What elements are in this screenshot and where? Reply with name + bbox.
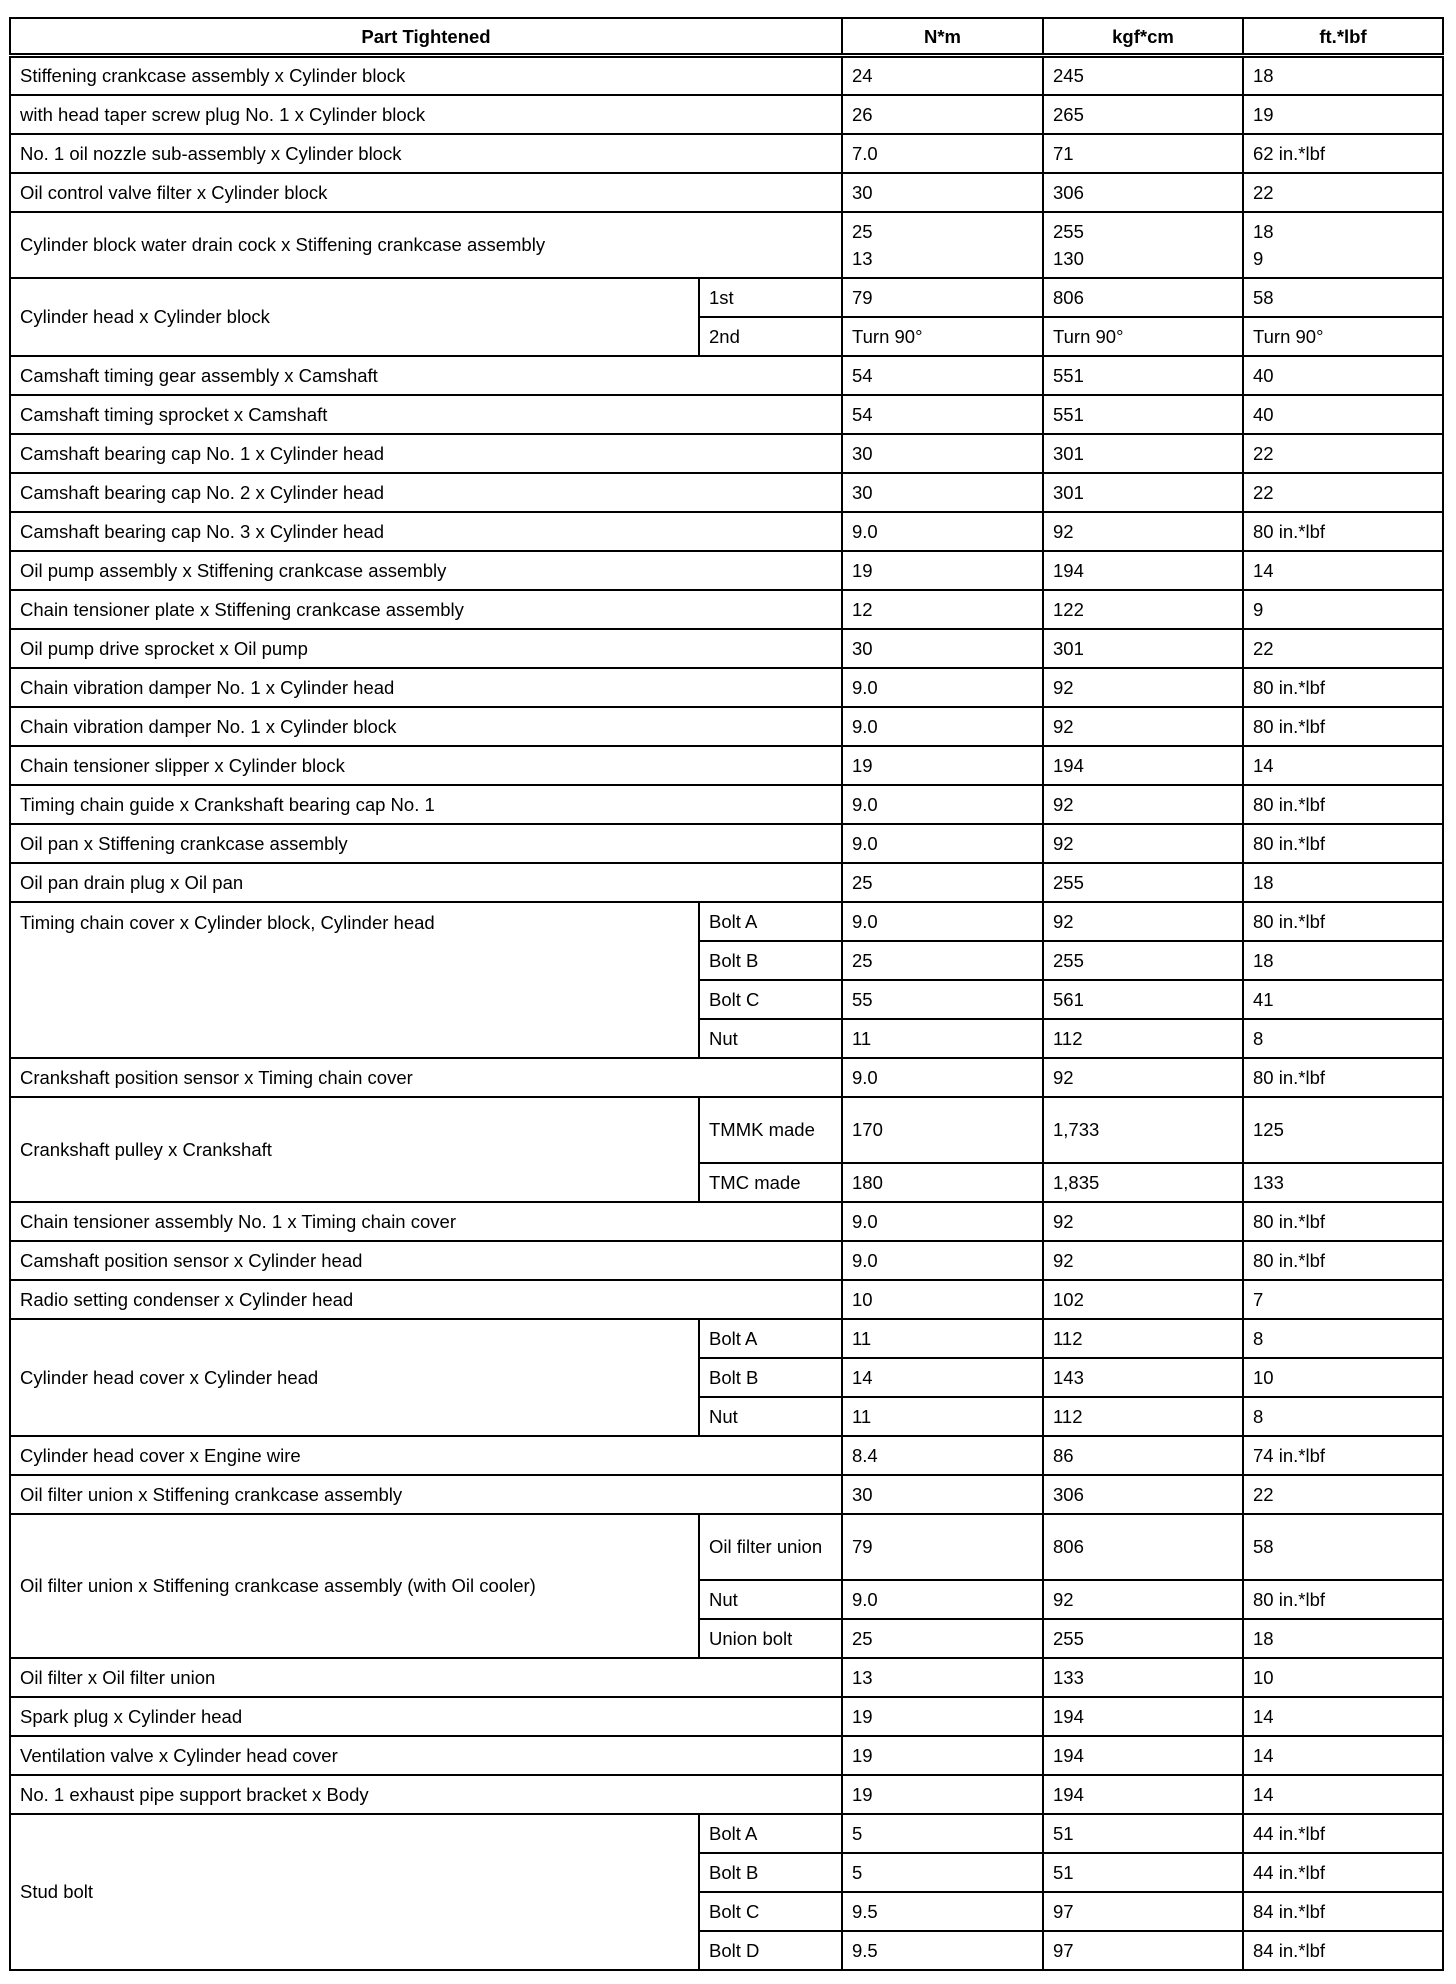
part-name: Chain tensioner plate x Stiffening crankcase assembly	[10, 590, 842, 629]
part-name: Oil control valve filter x Cylinder block	[10, 173, 842, 212]
part-name: Timing chain cover x Cylinder block, Cylinder head	[10, 902, 699, 1058]
torque-kgf-cm: 112	[1043, 1319, 1243, 1358]
part-name: Crankshaft position sensor x Timing chain cover	[10, 1058, 842, 1097]
table-row	[10, 1814, 1443, 1853]
table-row	[10, 629, 1443, 668]
torque-kgf-cm: 194	[1043, 1736, 1243, 1775]
torque-nm: 7.0	[842, 134, 1043, 173]
torque-nm: 30	[842, 434, 1043, 473]
torque-nm: 25	[842, 1619, 1043, 1658]
torque-ft-lbf: 58	[1243, 1514, 1443, 1580]
table-row	[10, 668, 1443, 707]
table-row	[10, 212, 1443, 278]
torque-nm: 25	[842, 863, 1043, 902]
torque-nm: 170	[842, 1097, 1043, 1163]
part-name: Camshaft timing gear assembly x Camshaft	[10, 356, 842, 395]
torque-kgf-cm: 71	[1043, 134, 1243, 173]
table-row	[10, 1280, 1443, 1319]
torque-ft-lbf: 10	[1243, 1358, 1443, 1397]
torque-ft-lbf: 40	[1243, 356, 1443, 395]
torque-nm: 5	[842, 1853, 1043, 1892]
torque-nm-line: 25	[852, 220, 873, 242]
torque-kgf-cm	[1043, 212, 1243, 278]
torque-nm: 180	[842, 1163, 1043, 1202]
part-condition: Bolt A	[699, 1814, 842, 1853]
part-condition: Bolt A	[699, 902, 842, 941]
torque-nm: 24	[842, 56, 1043, 95]
torque-kgf-cm: 551	[1043, 356, 1243, 395]
torque-kgf-cm: 255	[1043, 941, 1243, 980]
torque-ft-lbf: 41	[1243, 980, 1443, 1019]
torque-kgf-cm: 92	[1043, 902, 1243, 941]
torque-ft-lbf: Turn 90°	[1243, 317, 1443, 356]
header-nm: N*m	[842, 18, 1043, 56]
torque-kgf-cm: 194	[1043, 1775, 1243, 1814]
part-name: Crankshaft pulley x Crankshaft	[10, 1097, 699, 1202]
torque-ft-lbf: 133	[1243, 1163, 1443, 1202]
part-condition: Union bolt	[699, 1619, 842, 1658]
torque-ft-lbf: 14	[1243, 1775, 1443, 1814]
table-row	[10, 512, 1443, 551]
torque-nm: 12	[842, 590, 1043, 629]
torque-nm: 9.5	[842, 1931, 1043, 1970]
table-row	[10, 1736, 1443, 1775]
torque-kgf-cm: 133	[1043, 1658, 1243, 1697]
part-name: Chain vibration damper No. 1 x Cylinder block	[10, 707, 842, 746]
part-condition: Nut	[699, 1580, 842, 1619]
table-row	[10, 173, 1443, 212]
torque-nm: 25	[842, 941, 1043, 980]
torque-kgf-cm: 92	[1043, 785, 1243, 824]
torque-ft-lbf: 18	[1243, 941, 1443, 980]
torque-nm: 9.0	[842, 707, 1043, 746]
torque-ft-lbf: 8	[1243, 1397, 1443, 1436]
part-name: Chain vibration damper No. 1 x Cylinder head	[10, 668, 842, 707]
table-row	[10, 1241, 1443, 1280]
torque-ft-lbf: 8	[1243, 1019, 1443, 1058]
table-row	[10, 1514, 1443, 1580]
part-name: Cylinder head x Cylinder block	[10, 278, 699, 356]
torque-kgf-cm: 97	[1043, 1931, 1243, 1970]
torque-kgf-cm: 92	[1043, 1202, 1243, 1241]
torque-ft-lbf: 62 in.*lbf	[1243, 134, 1443, 173]
header-ft-lbf: ft.*lbf	[1243, 18, 1443, 56]
torque-ft-lbf	[1243, 212, 1443, 278]
table-row	[10, 590, 1443, 629]
torque-ft-lbf-line: 18	[1253, 220, 1274, 242]
table-row	[10, 863, 1443, 902]
torque-nm: 11	[842, 1397, 1043, 1436]
torque-ft-lbf: 40	[1243, 395, 1443, 434]
torque-nm: 79	[842, 1514, 1043, 1580]
part-condition: Bolt B	[699, 1853, 842, 1892]
torque-nm: 9.0	[842, 512, 1043, 551]
header-row	[10, 18, 1443, 56]
torque-nm: 9.0	[842, 1241, 1043, 1280]
part-condition: Bolt B	[699, 1358, 842, 1397]
torque-ft-lbf: 80 in.*lbf	[1243, 824, 1443, 863]
torque-ft-lbf: 22	[1243, 629, 1443, 668]
torque-kgf-cm: 194	[1043, 1697, 1243, 1736]
torque-ft-lbf: 84 in.*lbf	[1243, 1892, 1443, 1931]
table-row	[10, 1475, 1443, 1514]
torque-nm: 14	[842, 1358, 1043, 1397]
part-name: Radio setting condenser x Cylinder head	[10, 1280, 842, 1319]
part-condition: 2nd	[699, 317, 842, 356]
torque-kgf-cm: 561	[1043, 980, 1243, 1019]
torque-nm: 19	[842, 551, 1043, 590]
part-condition: Nut	[699, 1397, 842, 1436]
torque-kgf-cm: 112	[1043, 1397, 1243, 1436]
part-condition: TMMK made	[699, 1097, 842, 1163]
torque-kgf-cm: 92	[1043, 512, 1243, 551]
torque-nm: 9.0	[842, 824, 1043, 863]
torque-kgf-cm: 265	[1043, 95, 1243, 134]
part-name: Camshaft position sensor x Cylinder head	[10, 1241, 842, 1280]
torque-ft-lbf: 80 in.*lbf	[1243, 707, 1443, 746]
torque-ft-lbf: 7	[1243, 1280, 1443, 1319]
torque-kgf-cm: 143	[1043, 1358, 1243, 1397]
torque-nm: 11	[842, 1319, 1043, 1358]
torque-kgf-cm: 1,835	[1043, 1163, 1243, 1202]
torque-kgf-cm: 306	[1043, 1475, 1243, 1514]
torque-kgf-cm: 92	[1043, 707, 1243, 746]
torque-ft-lbf: 9	[1243, 590, 1443, 629]
torque-nm: 19	[842, 746, 1043, 785]
torque-nm	[842, 212, 1043, 278]
table-row	[10, 356, 1443, 395]
table-row	[10, 473, 1443, 512]
table-row	[10, 95, 1443, 134]
part-name: No. 1 oil nozzle sub-assembly x Cylinder block	[10, 134, 842, 173]
part-condition: Bolt C	[699, 1892, 842, 1931]
part-condition: Bolt C	[699, 980, 842, 1019]
torque-ft-lbf: 22	[1243, 1475, 1443, 1514]
torque-nm: 8.4	[842, 1436, 1043, 1475]
torque-nm: 13	[842, 1658, 1043, 1697]
part-name: Oil filter x Oil filter union	[10, 1658, 842, 1697]
torque-nm: 9.0	[842, 1580, 1043, 1619]
torque-kgf-cm: 92	[1043, 1058, 1243, 1097]
part-condition: Bolt D	[699, 1931, 842, 1970]
header-part-tightened: Part Tightened	[10, 18, 842, 56]
torque-ft-lbf: 80 in.*lbf	[1243, 668, 1443, 707]
part-name: Timing chain guide x Crankshaft bearing cap No. 1	[10, 785, 842, 824]
torque-ft-lbf: 80 in.*lbf	[1243, 902, 1443, 941]
torque-nm-line: 13	[852, 247, 873, 269]
torque-nm: 30	[842, 629, 1043, 668]
part-name: Oil pan x Stiffening crankcase assembly	[10, 824, 842, 863]
part-name: Cylinder head cover x Cylinder head	[10, 1319, 699, 1436]
torque-nm: 79	[842, 278, 1043, 317]
torque-ft-lbf: 84 in.*lbf	[1243, 1931, 1443, 1970]
part-condition: TMC made	[699, 1163, 842, 1202]
table-row	[10, 785, 1443, 824]
torque-kgf-cm: 51	[1043, 1853, 1243, 1892]
table-row	[10, 902, 1443, 941]
torque-nm: 30	[842, 473, 1043, 512]
torque-kgf-cm: 92	[1043, 824, 1243, 863]
torque-nm: 55	[842, 980, 1043, 1019]
part-condition: Bolt A	[699, 1319, 842, 1358]
table-row	[10, 56, 1443, 95]
torque-kgf-cm: 255	[1043, 1619, 1243, 1658]
part-condition: Oil filter union	[699, 1514, 842, 1580]
torque-spec-table	[9, 17, 1444, 1971]
part-name: Oil filter union x Stiffening crankcase assembly	[10, 1475, 842, 1514]
torque-kgf-cm: 255	[1043, 863, 1243, 902]
torque-kgf-cm: 122	[1043, 590, 1243, 629]
torque-kgf-cm: 245	[1043, 56, 1243, 95]
torque-ft-lbf: 22	[1243, 473, 1443, 512]
part-condition: 1st	[699, 278, 842, 317]
torque-kgf-cm: 92	[1043, 1580, 1243, 1619]
part-name: Cylinder head cover x Engine wire	[10, 1436, 842, 1475]
part-name: Chain tensioner assembly No. 1 x Timing chain cover	[10, 1202, 842, 1241]
torque-ft-lbf: 19	[1243, 95, 1443, 134]
torque-kgf-cm: 92	[1043, 1241, 1243, 1280]
part-name: with head taper screw plug No. 1 x Cylinder block	[10, 95, 842, 134]
torque-ft-lbf: 80 in.*lbf	[1243, 1580, 1443, 1619]
torque-nm: 54	[842, 356, 1043, 395]
torque-nm: 54	[842, 395, 1043, 434]
torque-ft-lbf: 14	[1243, 746, 1443, 785]
torque-kgf-cm: 301	[1043, 473, 1243, 512]
torque-ft-lbf: 14	[1243, 1697, 1443, 1736]
torque-nm: Turn 90°	[842, 317, 1043, 356]
torque-kgf-cm: 51	[1043, 1814, 1243, 1853]
table-row	[10, 824, 1443, 863]
table-row	[10, 707, 1443, 746]
torque-ft-lbf: 18	[1243, 863, 1443, 902]
torque-kgf-cm: 92	[1043, 668, 1243, 707]
torque-nm: 30	[842, 1475, 1043, 1514]
part-name: Stiffening crankcase assembly x Cylinder block	[10, 56, 842, 95]
torque-nm: 26	[842, 95, 1043, 134]
torque-ft-lbf: 18	[1243, 56, 1443, 95]
table-row	[10, 1058, 1443, 1097]
table-row	[10, 551, 1443, 590]
torque-nm: 9.0	[842, 668, 1043, 707]
torque-ft-lbf: 14	[1243, 551, 1443, 590]
torque-ft-lbf: 80 in.*lbf	[1243, 1058, 1443, 1097]
part-name: Spark plug x Cylinder head	[10, 1697, 842, 1736]
torque-ft-lbf-line: 9	[1253, 247, 1264, 269]
table-row	[10, 1775, 1443, 1814]
table-row	[10, 746, 1443, 785]
part-name: Ventilation valve x Cylinder head cover	[10, 1736, 842, 1775]
torque-kgf-cm: 97	[1043, 1892, 1243, 1931]
torque-kgf-cm: 194	[1043, 551, 1243, 590]
table-row	[10, 395, 1443, 434]
torque-ft-lbf: 44 in.*lbf	[1243, 1814, 1443, 1853]
torque-nm: 9.0	[842, 1202, 1043, 1241]
table-row	[10, 134, 1443, 173]
torque-ft-lbf: 44 in.*lbf	[1243, 1853, 1443, 1892]
part-name: Oil pump drive sprocket x Oil pump	[10, 629, 842, 668]
header-kgf-cm: kgf*cm	[1043, 18, 1243, 56]
torque-ft-lbf: 80 in.*lbf	[1243, 512, 1443, 551]
part-name: Camshaft bearing cap No. 2 x Cylinder head	[10, 473, 842, 512]
torque-ft-lbf: 18	[1243, 1619, 1443, 1658]
table-row	[10, 1697, 1443, 1736]
torque-nm: 9.5	[842, 1892, 1043, 1931]
torque-ft-lbf: 74 in.*lbf	[1243, 1436, 1443, 1475]
table-row	[10, 278, 1443, 317]
part-name: Cylinder block water drain cock x Stiffening crankcase assembly	[10, 212, 842, 278]
torque-kgf-cm: 301	[1043, 434, 1243, 473]
torque-nm: 19	[842, 1775, 1043, 1814]
torque-ft-lbf: 22	[1243, 173, 1443, 212]
table-row	[10, 1658, 1443, 1697]
torque-kgf-cm: 112	[1043, 1019, 1243, 1058]
torque-ft-lbf: 58	[1243, 278, 1443, 317]
part-name: Camshaft timing sprocket x Camshaft	[10, 395, 842, 434]
torque-ft-lbf: 14	[1243, 1736, 1443, 1775]
torque-kgf-cm: 194	[1043, 746, 1243, 785]
torque-nm: 9.0	[842, 785, 1043, 824]
torque-kgf-cm: 301	[1043, 629, 1243, 668]
torque-kgf-cm: 306	[1043, 173, 1243, 212]
part-name: Stud bolt	[10, 1814, 699, 1970]
torque-kgf-cm: 86	[1043, 1436, 1243, 1475]
torque-ft-lbf: 22	[1243, 434, 1443, 473]
torque-nm: 11	[842, 1019, 1043, 1058]
part-name: No. 1 exhaust pipe support bracket x Body	[10, 1775, 842, 1814]
part-condition: Bolt B	[699, 941, 842, 980]
table-body	[10, 56, 1443, 1970]
torque-kgf-cm-line: 255	[1053, 220, 1084, 242]
torque-kgf-cm: 806	[1043, 278, 1243, 317]
torque-nm: 5	[842, 1814, 1043, 1853]
torque-kgf-cm: 806	[1043, 1514, 1243, 1580]
torque-ft-lbf: 10	[1243, 1658, 1443, 1697]
torque-nm: 9.0	[842, 1058, 1043, 1097]
part-name: Oil filter union x Stiffening crankcase assembly (with Oil cooler)	[10, 1514, 699, 1658]
torque-nm: 10	[842, 1280, 1043, 1319]
part-name: Camshaft bearing cap No. 3 x Cylinder head	[10, 512, 842, 551]
torque-nm: 19	[842, 1697, 1043, 1736]
table-row	[10, 1097, 1443, 1163]
torque-ft-lbf: 80 in.*lbf	[1243, 1202, 1443, 1241]
torque-ft-lbf: 80 in.*lbf	[1243, 785, 1443, 824]
torque-ft-lbf: 8	[1243, 1319, 1443, 1358]
table-row	[10, 1319, 1443, 1358]
torque-kgf-cm: 1,733	[1043, 1097, 1243, 1163]
torque-nm: 9.0	[842, 902, 1043, 941]
torque-kgf-cm-line: 130	[1053, 247, 1084, 269]
part-name: Oil pump assembly x Stiffening crankcase assembly	[10, 551, 842, 590]
torque-ft-lbf: 80 in.*lbf	[1243, 1241, 1443, 1280]
part-name: Chain tensioner slipper x Cylinder block	[10, 746, 842, 785]
torque-kgf-cm: 102	[1043, 1280, 1243, 1319]
part-condition: Nut	[699, 1019, 842, 1058]
torque-kgf-cm: 551	[1043, 395, 1243, 434]
torque-kgf-cm: Turn 90°	[1043, 317, 1243, 356]
table-row	[10, 1436, 1443, 1475]
table-row	[10, 434, 1443, 473]
part-name: Oil pan drain plug x Oil pan	[10, 863, 842, 902]
torque-ft-lbf: 125	[1243, 1097, 1443, 1163]
torque-nm: 19	[842, 1736, 1043, 1775]
torque-nm: 30	[842, 173, 1043, 212]
part-name: Camshaft bearing cap No. 1 x Cylinder head	[10, 434, 842, 473]
table-row	[10, 1202, 1443, 1241]
